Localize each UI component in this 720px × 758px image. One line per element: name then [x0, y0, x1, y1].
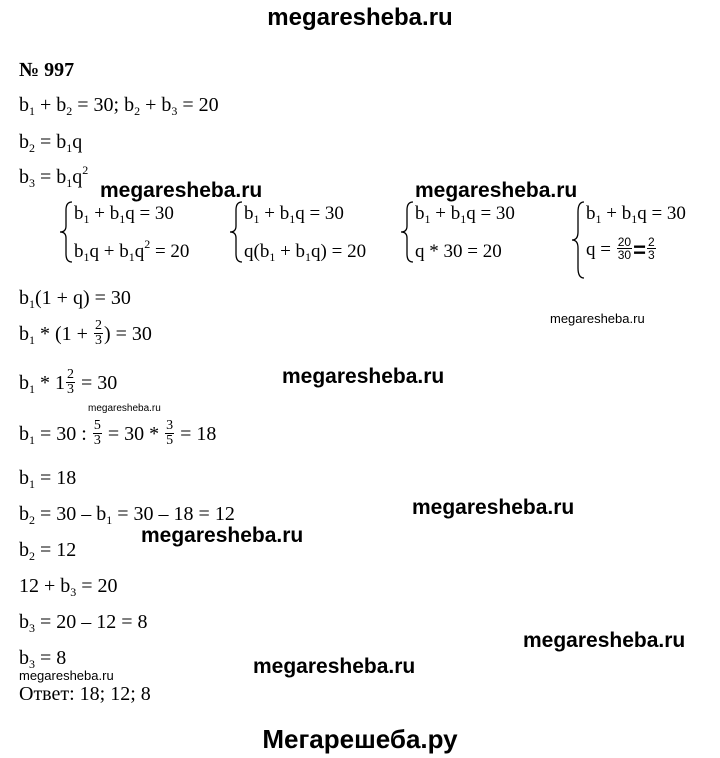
watermark: megaresheba.ru: [412, 496, 575, 519]
watermark: megaresheba.ru: [550, 311, 645, 326]
system-4-row-2: q = $\frac{20}{30}$ = $\frac{2}{3}$: [586, 235, 655, 263]
equation-system-2: [230, 200, 400, 264]
equation-line-11: $12 + b_3 = 20$: [19, 575, 118, 599]
equation-system-4: [572, 200, 712, 284]
problem-number: № 997: [19, 59, 75, 81]
system-1-row-1: $b_1 + b_1q = 30$: [74, 203, 174, 226]
system-1-row-2: $b_1q + b_1q^2 = 20$: [74, 237, 190, 264]
system-2-row-1: $b_1 + b_1q = 30$: [244, 203, 344, 226]
system-3-row-1: $b_1 + b_1q = 30$: [415, 203, 515, 226]
watermark: megaresheba.ru: [19, 668, 114, 683]
watermark: megaresheba.ru: [415, 179, 578, 202]
fraction: $\frac{5}{3}$: [93, 418, 101, 448]
equation-line-3: $b_3 = b_1q^2$: [19, 163, 89, 190]
equation-line-13: $b_3 = 8$: [19, 647, 67, 671]
equation-line-12: $b_3 = 20 - 12 = 8$: [19, 611, 148, 635]
left-brace-icon: [401, 200, 415, 264]
equation-line-1: $b_1 + b_2 = 30$; $b_2 + b_3 = 20$: [19, 94, 219, 118]
answer-line: Ответ: 18; 12; 8: [19, 683, 151, 705]
fraction: $\frac{20}{30}$: [617, 235, 632, 262]
system-3-row-2: q * 30 = 20: [415, 241, 502, 262]
fraction: $\frac{2}{3}$: [94, 318, 102, 348]
watermark: megaresheba.ru: [88, 403, 161, 414]
left-brace-icon: [230, 200, 244, 264]
watermark: megaresheba.ru: [282, 365, 445, 388]
equation-system-1: [60, 200, 230, 264]
equation-system-3: [401, 200, 561, 260]
equation-line-6: $b_1 * 1$ $\frac{2}{3}$ = 30: [19, 367, 118, 397]
system-2-row-2: $q(b_1 + b_1q) = 20$: [244, 241, 367, 264]
left-brace-icon: [60, 200, 74, 264]
watermark: megaresheba.ru: [253, 655, 416, 678]
equation-line-8: $b_1 = 18$: [19, 467, 77, 491]
equation-line-2: $b_2 = b_1q$: [19, 131, 83, 155]
left-brace-icon: [572, 200, 586, 280]
equation-line-9: $b_2 = 30 - b_1 = 30 - 18 = 12$: [19, 503, 235, 527]
watermark: megaresheba.ru: [141, 524, 304, 547]
equation-line-7: $b_1 = 30$ : $\frac{5}{3}$ = 30 * $\frac{3}{5}$ = 18: [19, 418, 217, 448]
site-header: megaresheba.ru: [267, 4, 453, 31]
fraction: $\frac{2}{3}$: [647, 235, 655, 262]
watermark: megaresheba.ru: [100, 179, 263, 202]
fraction: $\frac{2}{3}$: [67, 367, 74, 397]
system-4-row-1: $b_1 + b_1q = 30$: [586, 203, 686, 226]
equation-line-4: $b_1(1 + q) = 30$: [19, 287, 131, 311]
watermark: megaresheba.ru: [523, 629, 686, 652]
equation-line-10: $b_2 = 12$: [19, 539, 77, 563]
fraction: $\frac{3}{5}$: [166, 418, 174, 448]
equation-line-5: $b_1 * (1$ + $\frac{2}{3}$ ) = 30: [19, 318, 152, 348]
site-footer: Мегарешеба.ру: [262, 724, 458, 754]
